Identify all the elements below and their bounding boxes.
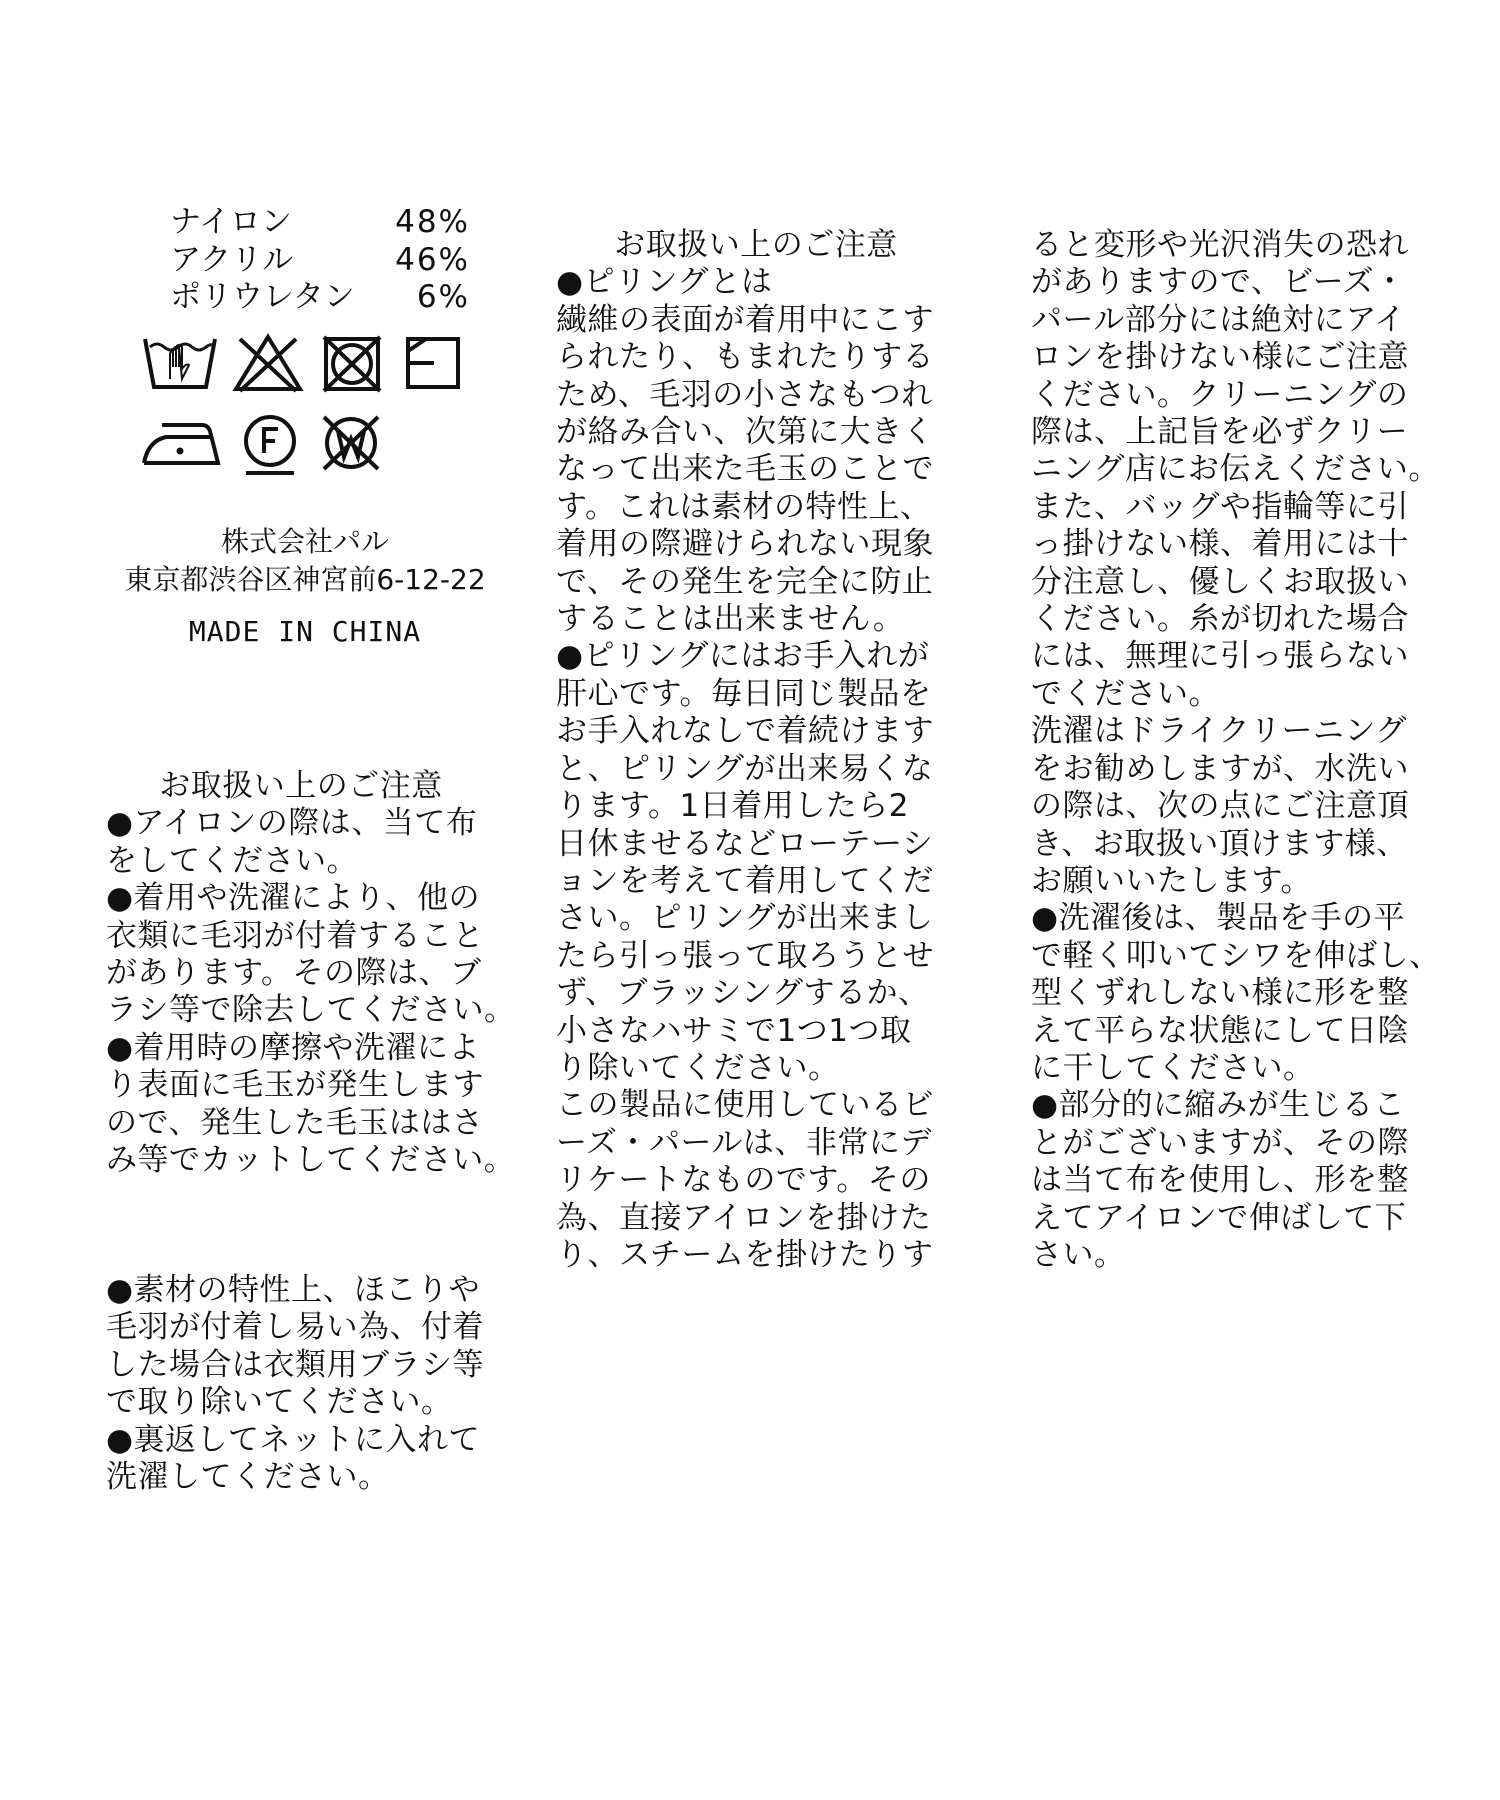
- note-line: ロンを掛けない様にご注意: [1031, 339, 1409, 376]
- care-notes-left-bottom: [106, 1272, 536, 1496]
- note-line: と、ピリングが出来易くな: [556, 750, 934, 787]
- note-line: 洗濯してください。: [106, 1459, 390, 1496]
- note-line: す。これは素材の特性上、: [556, 488, 932, 525]
- note-line: で、その発生を完全に防止: [556, 563, 934, 600]
- hand-wash-icon: [142, 333, 218, 393]
- note-line: ので、発生した毛玉ははさ: [106, 1104, 484, 1141]
- note-line: ください。クリーニングの: [1031, 376, 1409, 413]
- note-line: ●着用時の摩擦や洗濯によ: [106, 1029, 481, 1066]
- note-line: お願いいたします。: [1031, 862, 1313, 899]
- company-name: 株式会社パル: [220, 525, 389, 558]
- line-dry-shade-icon: [404, 333, 464, 393]
- note-line: き、お取扱い頂けます様、: [1031, 825, 1408, 862]
- note-line: 毛羽が付着し易い為、付着: [106, 1309, 484, 1346]
- note-line: 日休ませるなどローテーシ: [556, 825, 934, 862]
- note-line: の際は、次の点にご注意頂: [1031, 788, 1409, 825]
- note-line: ョンを考えて着用してくだ: [556, 862, 934, 899]
- no-bleach-icon: [232, 333, 304, 393]
- composition-row-acrylic: [170, 242, 470, 280]
- note-line: 型くずれしない様に形を整: [1031, 975, 1409, 1012]
- note-line: に干してください。: [1031, 1049, 1315, 1086]
- company-address: 東京都渋谷区神宮前6-12-22: [124, 563, 486, 596]
- note-line: 衣類に毛羽が付着すること: [106, 917, 484, 954]
- notes-lines: [556, 264, 976, 1274]
- note-line: さい。: [1031, 1236, 1126, 1273]
- note-line: は当て布を使用し、形を整: [1031, 1162, 1409, 1199]
- material-name: ポリウレタン: [170, 279, 355, 315]
- notes-heading: お取扱い上のご注意: [159, 768, 443, 804]
- note-line: 為、直接アイロンを掛けた: [556, 1199, 932, 1236]
- note-line: ず、ブラッシングするか、: [556, 975, 930, 1012]
- note-line: ため、毛羽の小さなもつれ: [556, 376, 933, 413]
- note-line: り、スチームを掛けたりす: [556, 1236, 934, 1273]
- note-line: られたり、もまれたりする: [556, 339, 934, 376]
- note-line: また、バッグや指輪等に引: [1031, 488, 1409, 525]
- note-line: なって出来た毛玉のことで: [556, 451, 934, 488]
- note-line: ●着用や洗濯により、他の: [106, 880, 481, 917]
- note-line: 繊維の表面が着用中にこす: [556, 301, 934, 338]
- notes-lines: [106, 1272, 536, 1496]
- note-line: パール部分には絶対にアイ: [1031, 301, 1406, 338]
- note-line: 肝心です。毎日同じ製品を: [556, 675, 932, 712]
- note-line: り除いてください。: [556, 1049, 840, 1086]
- material-name: ナイロン: [170, 204, 292, 240]
- note-line: ります。1日着用したら2: [556, 788, 909, 825]
- material-name: アクリル: [170, 241, 294, 278]
- company-info: [100, 523, 510, 651]
- note-line: で軽く叩いてシワを伸ばし、: [1031, 937, 1441, 974]
- note-line: ●アイロンの際は、当て布: [106, 805, 478, 842]
- note-line: ●ピリングとは: [556, 264, 773, 301]
- note-line: お手入れなしで着続けます: [556, 713, 934, 750]
- note-line: ると変形や光沢消失の恐れ: [1031, 227, 1409, 263]
- note-line: が絡み合い、次第に大きく: [556, 414, 934, 451]
- note-line: ●素材の特性上、ほこりや: [106, 1272, 481, 1308]
- care-notes-right: [1031, 227, 1471, 1274]
- note-line: っ掛けない様、着用には十: [1031, 526, 1409, 563]
- note-line: ●裏返してネットに入れて: [106, 1421, 481, 1458]
- note-line: した場合は衣類用ブラシ等: [106, 1346, 484, 1383]
- note-line: 洗濯はドライクリーニング: [1031, 713, 1407, 750]
- note-line: ●洗濯後は、製品を手の平: [1031, 900, 1406, 937]
- note-line: 際は、上記旨を必ずクリー: [1031, 414, 1409, 451]
- note-line: 分注意し、優しくお取扱い: [1031, 563, 1409, 600]
- note-line: することは出来ません。: [556, 601, 905, 638]
- notes-lines: [1031, 227, 1471, 1274]
- note-line: り表面に毛玉が発生します: [106, 1067, 484, 1104]
- care-notes-left: [106, 768, 536, 1179]
- note-line: ラシ等で除去してください。: [106, 992, 516, 1029]
- notes-heading: お取扱い上のご注意: [614, 227, 898, 263]
- no-wet-clean-icon: [316, 413, 386, 475]
- material-percent: 48%: [395, 204, 470, 240]
- note-line: えて平らな状態にして日陰: [1031, 1012, 1409, 1049]
- note-line: たら引っ張って取ろうとせ: [556, 937, 934, 974]
- note-line: をしてください。: [106, 842, 358, 879]
- notes-lines: [106, 805, 536, 1179]
- note-line: ニング店にお伝えください。: [1031, 451, 1440, 488]
- note-line: ●部分的に縮みが生じるこ: [1031, 1087, 1406, 1124]
- note-line: でください。: [1031, 675, 1220, 712]
- note-line: 着用の際避けられない現象: [556, 526, 934, 563]
- note-line: ください。糸が切れた場合: [1031, 601, 1409, 638]
- note-line: がありますので、ビーズ・: [1031, 264, 1406, 301]
- note-line: とがございますが、その際: [1031, 1124, 1409, 1161]
- note-line: さい。ピリングが出来まし: [556, 900, 934, 937]
- material-percent: 6%: [416, 279, 470, 315]
- low-iron-icon: [140, 417, 222, 473]
- no-tumble-dry-icon: [320, 333, 384, 393]
- fiber-composition: [170, 204, 470, 317]
- composition-row-nylon: [170, 204, 470, 242]
- note-line: で取り除いてください。: [106, 1384, 453, 1421]
- note-line: 小さなハサミで1つ1つ取: [556, 1012, 912, 1049]
- material-percent: 46%: [395, 241, 470, 278]
- dry-clean-f-icon: [238, 413, 302, 479]
- note-line: えてアイロンで伸ばして下: [1031, 1199, 1407, 1236]
- care-symbols: [140, 333, 480, 483]
- composition-row-polyurethane: [170, 279, 470, 317]
- country-of-origin: MADE IN CHINA: [188, 615, 422, 648]
- note-line: があります。その際は、ブ: [106, 955, 482, 992]
- note-line: ●ピリングにはお手入れが: [556, 638, 930, 675]
- note-line: リケートなものです。その: [556, 1162, 931, 1199]
- note-line: み等でカットしてください。: [106, 1142, 516, 1179]
- note-line: この製品に使用しているビ: [556, 1087, 934, 1124]
- note-line: には、無理に引っ張らない: [1031, 638, 1409, 675]
- note-line: ーズ・パールは、非常にデ: [556, 1124, 932, 1161]
- care-notes-middle: [556, 227, 976, 1274]
- note-line: をお勧めしますが、水洗い: [1031, 750, 1409, 787]
